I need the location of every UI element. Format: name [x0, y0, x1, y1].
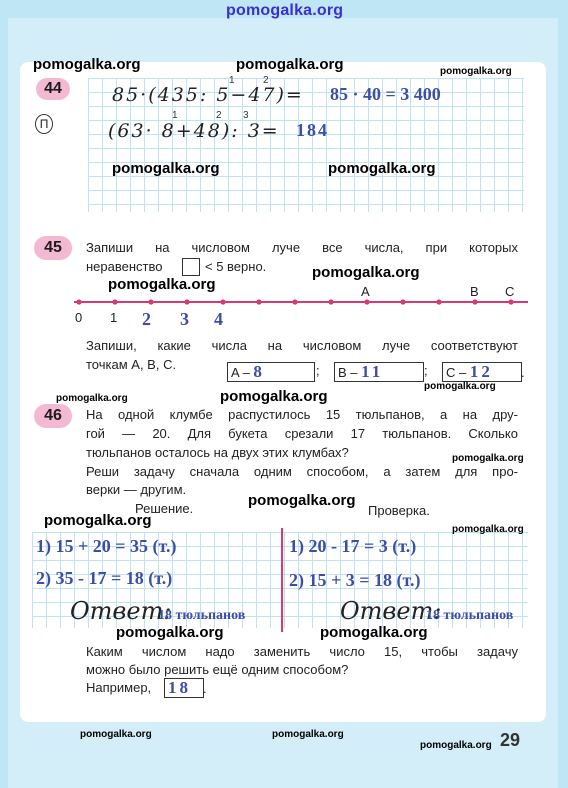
watermark-9: pomogalka.org	[220, 388, 328, 405]
check-answer: 18 тюльпанов	[426, 608, 514, 623]
watermark-16: pomogalka.org	[320, 624, 428, 641]
watermark-7: pomogalka.org	[108, 276, 216, 293]
ray-point	[364, 299, 369, 304]
ray-point	[148, 299, 153, 304]
watermark-13: pomogalka.org	[44, 512, 152, 529]
ray-point	[256, 299, 261, 304]
point-label-c: C	[505, 284, 515, 299]
ray-point	[436, 299, 441, 304]
task45-text2-line1: Запиши, какие числа на числовом луче соответствуют	[86, 338, 518, 353]
ray-point	[76, 299, 81, 304]
watermark-2: pomogalka.org	[236, 56, 344, 73]
ray-answer-4: 4	[214, 309, 223, 329]
watermark-4: pomogalka.org	[112, 160, 220, 177]
point-label-a: A	[361, 284, 370, 299]
task44-order-1b: 1	[172, 110, 178, 121]
answer-b-label: B –	[338, 365, 358, 380]
task45-text-line2a: неравенство	[86, 259, 163, 274]
ray-point	[292, 299, 297, 304]
ray-answer-2: 2	[142, 309, 151, 329]
answer-a-label: A –	[231, 365, 250, 380]
answers-period: .	[521, 365, 525, 380]
task44-order-3b: 3	[243, 110, 249, 121]
task45-text-line2b: < 5 верно.	[205, 259, 267, 274]
watermark-8: pomogalka.org	[56, 393, 128, 404]
ray-point	[472, 299, 477, 304]
tick-label-1: 1	[110, 310, 118, 325]
task46-text-line3: тюльпанов осталось на двух этих клумбах?	[86, 445, 349, 460]
task45-text2-line2: точкам A, B, C.	[86, 357, 177, 372]
watermark-19: pomogalka.org	[420, 740, 492, 751]
watermark-15: pomogalka.org	[116, 624, 224, 641]
ray-point	[184, 299, 189, 304]
answer-box-c[interactable]	[442, 362, 522, 382]
task46-text-line4: Реши задачу сначала одним способом, а затем для про-	[86, 464, 518, 479]
watermark-12: pomogalka.org	[248, 492, 356, 509]
task44-order-2: 2	[263, 75, 269, 86]
watermark-3: pomogalka.org	[440, 66, 512, 77]
task46-text-line2: гой — 20. Для букета срезали 17 тюльпанов. Сколько	[86, 426, 518, 441]
ray-answer-3: 3	[180, 309, 189, 329]
task45-number-badge: 45	[34, 236, 72, 260]
number-ray	[60, 290, 530, 314]
task44-expression-2: (63· 8+48): 3=	[108, 120, 280, 142]
answer-c-label: C –	[446, 365, 467, 380]
watermark-1: pomogalka.org	[33, 56, 141, 73]
page-number: 29	[500, 730, 521, 750]
task46-number-badge: 46	[34, 404, 72, 428]
separator-2: ;	[424, 363, 428, 378]
question-line1: Каким числом надо заменить число 15, чтобы задачу	[86, 644, 518, 659]
separator-1: ;	[316, 363, 320, 378]
check-heading: Проверка.	[368, 503, 430, 518]
inequality-empty-box[interactable]	[182, 258, 200, 276]
watermark-17: pomogalka.org	[80, 729, 152, 740]
task46-text-line5: верки — другим.	[86, 482, 187, 497]
ray-point	[220, 299, 225, 304]
divider-line	[281, 528, 283, 632]
point-label-b: B	[470, 284, 479, 299]
answer-box-b[interactable]	[334, 362, 424, 382]
watermark-10: pomogalka.org	[424, 381, 496, 392]
watermark-5: pomogalka.org	[328, 160, 436, 177]
check-step-2: 2) 15 + 3 = 18 (т.)	[289, 570, 421, 590]
ray-point	[508, 299, 513, 304]
task44-p-mark: П	[35, 114, 53, 134]
question-period: .	[203, 681, 207, 696]
ray-point	[112, 299, 117, 304]
question-line3: Например,	[86, 680, 152, 695]
solution-answer: 18 тюльпанов	[158, 608, 246, 623]
answer-c-value: 12	[469, 362, 493, 381]
watermark-11: pomogalka.org	[452, 453, 524, 464]
task44-order-2b: 2	[216, 110, 222, 121]
replacement-answer-box[interactable]: 18	[164, 678, 204, 698]
task44-expression-1: 85·(435: 5−47)=	[112, 84, 304, 106]
task46-text-line1: На одной клумбе распустилось 15 тюльпанов, а на дру-	[86, 407, 518, 422]
task44-answer-1: 85 · 40 = 3 400	[330, 84, 441, 104]
solution-step-2: 2) 35 - 17 = 18 (т.)	[36, 568, 173, 588]
check-answer-word: Ответ:	[340, 597, 442, 625]
watermark-6: pomogalka.org	[312, 264, 420, 281]
answer-box-a[interactable]	[227, 362, 315, 382]
solution-heading: Решение.	[135, 501, 194, 516]
site-watermark[interactable]: pomogalka.org	[226, 2, 344, 19]
watermark-18: pomogalka.org	[272, 729, 344, 740]
answer-b-value: 11	[361, 362, 384, 381]
solution-answer-word: Ответ:	[70, 597, 172, 625]
answer-a-value: 8	[253, 362, 262, 381]
ray-point	[400, 299, 405, 304]
task44-number-badge: 44	[36, 78, 70, 100]
task45-text-line1: Запиши на числовом луче все числа, при которых	[86, 240, 518, 255]
task44-order-1: 1	[229, 75, 235, 86]
solution-step-1: 1) 15 + 20 = 35 (т.)	[36, 536, 177, 556]
check-step-1: 1) 20 - 17 = 3 (т.)	[289, 536, 417, 556]
watermark-14: pomogalka.org	[452, 524, 524, 535]
task44-answer-2: 184	[296, 120, 329, 140]
question-line2: можно было решить ещё одним способом?	[86, 662, 349, 677]
tick-label-0: 0	[75, 310, 83, 325]
ray-point	[328, 299, 333, 304]
